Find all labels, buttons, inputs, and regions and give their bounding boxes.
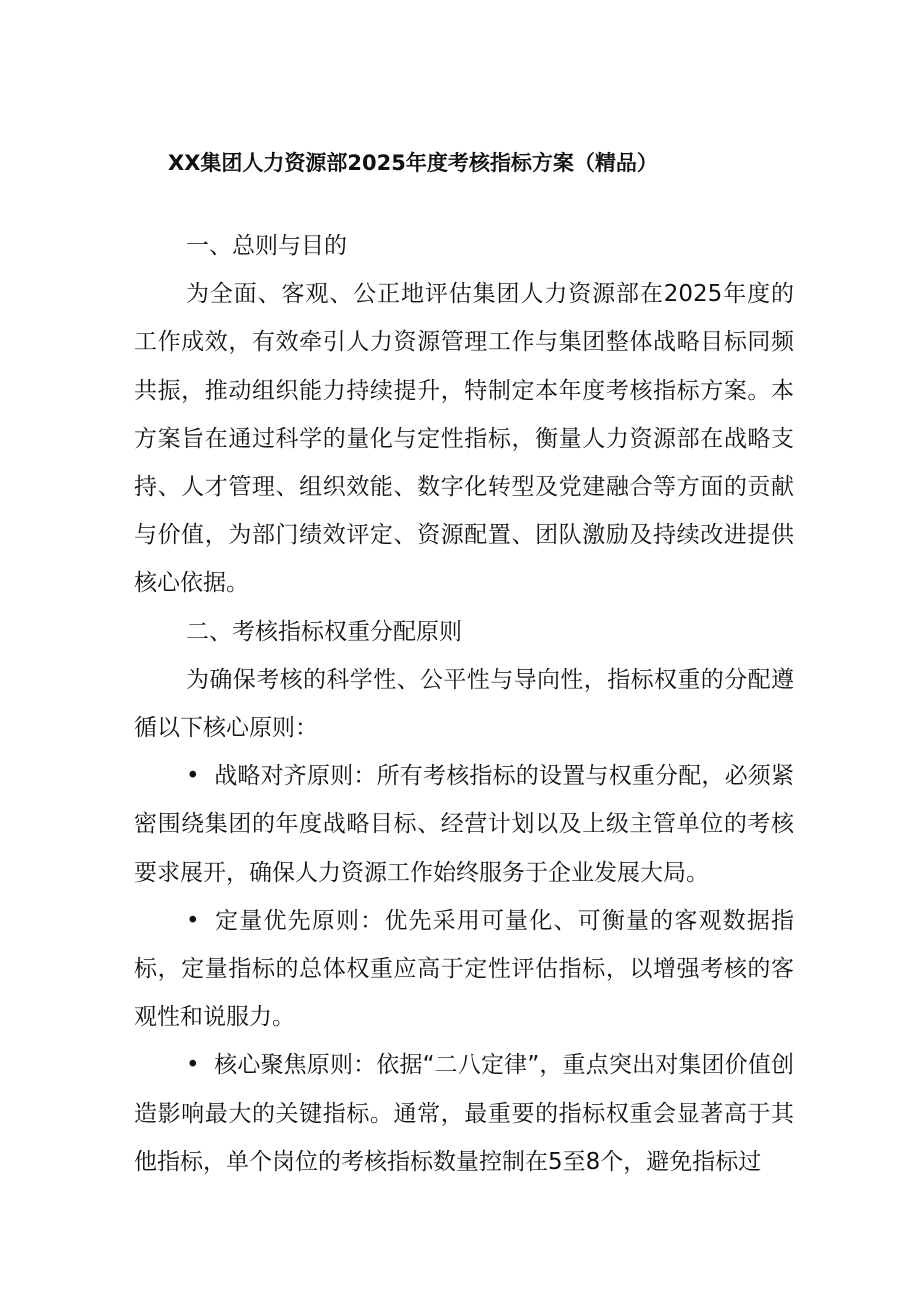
section-heading-1: 一、总则与目的	[186, 233, 347, 259]
document-body	[134, 222, 794, 1186]
bullet-text: 战略对齐原则：所有考核指标的设置与权重分配，必须紧密围绕集团的年度战略目标、经营计划以及上级主管单位的考核要求展开，确保人力资源工作始终服务于企业发展大局。	[134, 763, 794, 886]
section-heading-2: 二、考核指标权重分配原则	[186, 618, 462, 645]
bullet-item-focus	[134, 1041, 794, 1186]
bullet-item-quantitative	[134, 897, 794, 1042]
bullet-icon: •	[186, 907, 200, 934]
bullet-text: 定量优先原则：优先采用可量化、可衡量的客观数据指标，定量指标的总体权重应高于定性评估指标，以增强考核的客观性和说服力。	[134, 907, 794, 1031]
paragraph-purpose: 为全面、客观、公正地评估集团人力资源部在2025年度的工作成效，有效牵引人力资源管理工作与集团整体战略目标同频共振，推动组织能力持续提升，特制定本年度考核指标方案。本方案旨在通过科学的量化与定性指标，衡量人力资源部在战略支持、人才管理、组织效能、数字化转型及党建融合等方面的贡献与价值，为部门绩效评定、资源配置、团队激励及持续改进提供核心依据。	[134, 281, 794, 597]
bullet-icon: •	[186, 1052, 200, 1079]
paragraph-principles-intro: 为确保考核的科学性、公平性与导向性，指标权重的分配遵循以下核心原则：	[134, 666, 794, 742]
bullet-icon: •	[186, 763, 200, 790]
bullet-text: 核心聚焦原则：依据“二八定律”，重点突出对集团价值创造影响最大的关键指标。通常，最重要的指标权重会显著高于其他指标，单个岗位的考核指标数量控制在5至8个，避免指标过	[134, 1052, 794, 1175]
document-title: XX集团人力资源部2025年度考核指标方案（精品）	[168, 151, 658, 175]
bullet-item-strategy	[134, 752, 794, 897]
